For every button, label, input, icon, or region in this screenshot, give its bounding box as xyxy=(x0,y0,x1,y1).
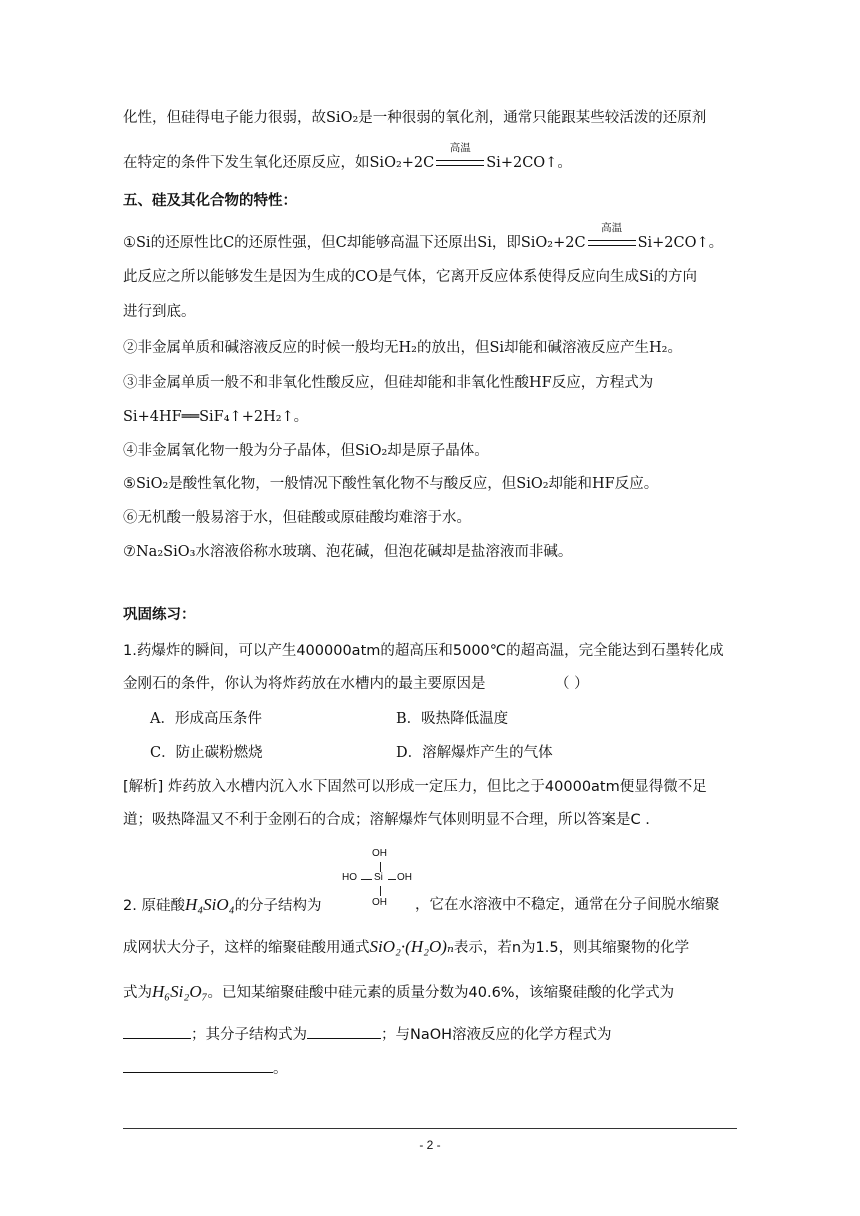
condition-label: 高温 xyxy=(449,142,471,154)
question-2-text: 的分子结构为 xyxy=(234,898,322,914)
question-2-label: 2. 原硅酸 xyxy=(123,898,185,914)
question-2-line-4-cont: ；与NaOH溶液反应的化学方程式为 xyxy=(381,1027,612,1043)
property-1-line-3: 进行到底。 xyxy=(123,304,196,320)
intro-line-2-text: 在特定的条件下发生氧化还原反应，如SiO₂+2C xyxy=(123,155,435,171)
high-temp-arrow xyxy=(434,142,486,173)
formula-h6si2o7: H₆Si₂O₇ xyxy=(152,982,208,1001)
option-a: A．形成高压条件 xyxy=(150,711,262,727)
question-2-line-2-cont: 表示，若n为1.5，则其缩聚物的化学 xyxy=(453,940,690,956)
question-2-line-4-text: ；其分子结构式为 xyxy=(191,1027,307,1043)
struct-oh-top: OH xyxy=(372,848,387,859)
question-2-line-2-text: 成网状大分子，这样的缩聚硅酸用通式 xyxy=(123,940,370,956)
answer-paren: （ ） xyxy=(555,676,589,692)
practice-heading: 巩固练习： xyxy=(123,606,196,623)
blank-formula[interactable] xyxy=(123,1024,191,1039)
question-2-line-3-cont: 。已知某缩聚硅酸中硅元素的质量分数为40.6%，该缩聚硅酸的化学式为 xyxy=(207,985,675,1001)
intro-line-1: 化性，但硅得电子能力很弱，故SiO₂是一种很弱的氧化剂，通常只能跟某些较活泼的还原剂 xyxy=(123,110,707,126)
question-2-line-3 xyxy=(123,982,743,1003)
property-4: ④非金属氧化物一般为分子晶体，但SiO₂却是原子晶体。 xyxy=(123,443,489,459)
analysis-line-2: 道；吸热降温又不利于金刚石的合成；溶解爆炸气体则明显不合理，所以答案是C . xyxy=(123,812,650,828)
question-1-line-1: 1.药爆炸的瞬间，可以产生400000atm的超高压和5000℃的超高温，完全能达到石墨转化成 xyxy=(123,643,724,659)
property-1-line-2: 此反应之所以能够发生是因为生成的CO是气体，它离开反应体系使得反应向生成Si的方向 xyxy=(123,269,698,285)
option-c: C．防止碳粉燃烧 xyxy=(150,745,263,761)
property-3-equation: Si+4HF══SiF₄↑+2H₂↑。 xyxy=(123,409,309,425)
intro-line-2-product: Si+2CO↑。 xyxy=(486,155,572,171)
intro-line-2 xyxy=(123,142,743,173)
formula-h4sio4: H₄SiO₄ xyxy=(184,895,235,914)
question-2-line-4 xyxy=(123,1024,743,1045)
property-6: ⑥无机酸一般易溶于水，但硅酸或原硅酸均难溶于水。 xyxy=(123,510,471,526)
property-5: ⑤SiO₂是酸性氧化物，一般情况下酸性氧化物不与酸反应，但SiO₂却能和HF反应。 xyxy=(123,476,659,492)
option-d: D．溶解爆炸产生的气体 xyxy=(396,745,553,761)
struct-si: Si xyxy=(374,872,383,883)
question-2-line-1 xyxy=(123,895,743,916)
analysis-line-1: [解析] 炸药放入水槽内沉入水下固然可以形成一定压力，但比之于40000atm便显得微不足 xyxy=(123,779,707,795)
condition-label: 高温 xyxy=(601,222,623,234)
struct-oh-right: OH xyxy=(397,872,412,883)
question-1-line-2 xyxy=(123,674,743,694)
question-2-line-5-end: 。 xyxy=(273,1061,288,1077)
property-3: ③非金属单质一般不和非氧化性酸反应，但硅却能和非氧化性酸HF反应，方程式为 xyxy=(123,375,654,391)
question-2-text-cont: ，它在水溶液中不稳定，通常在分子间脱水缩聚 xyxy=(415,897,720,913)
question-2-line-2 xyxy=(123,937,743,958)
struct-oh-bottom: OH xyxy=(372,897,387,908)
question-2-line-3-text: 式为 xyxy=(123,985,152,1001)
property-1-text: ①Si的还原性比C的还原性强，但C却能够高温下还原出Si，即SiO₂+2C xyxy=(123,235,586,251)
option-b: B．吸热降低温度 xyxy=(396,711,509,727)
property-2: ②非金属单质和碱溶液反应的时候一般均无H₂的放出，但Si却能和碱溶液反应产生H₂。 xyxy=(123,340,682,356)
question-1-text: 金刚石的条件，你认为将炸药放在水槽内的最主要原因是 xyxy=(123,676,486,692)
footer-rule xyxy=(123,1128,737,1129)
property-1 xyxy=(123,222,743,253)
blank-structure[interactable] xyxy=(307,1024,381,1039)
question-2-line-5 xyxy=(123,1058,743,1079)
page-number: - 2 - xyxy=(419,1138,441,1152)
section-heading: 五、硅及其化合物的特性： xyxy=(123,192,297,209)
property-7: ⑦Na₂SiO₃水溶液俗称水玻璃、泡花碱，但泡花碱却是盐溶液而非碱。 xyxy=(123,544,573,560)
property-1-product: Si+2CO↑。 xyxy=(637,235,724,251)
formula-general: SiO₂·(H₂O)ₙ xyxy=(369,937,454,956)
high-temp-arrow xyxy=(586,222,638,253)
struct-ho-left: HO xyxy=(342,872,357,883)
blank-equation[interactable] xyxy=(123,1058,273,1073)
